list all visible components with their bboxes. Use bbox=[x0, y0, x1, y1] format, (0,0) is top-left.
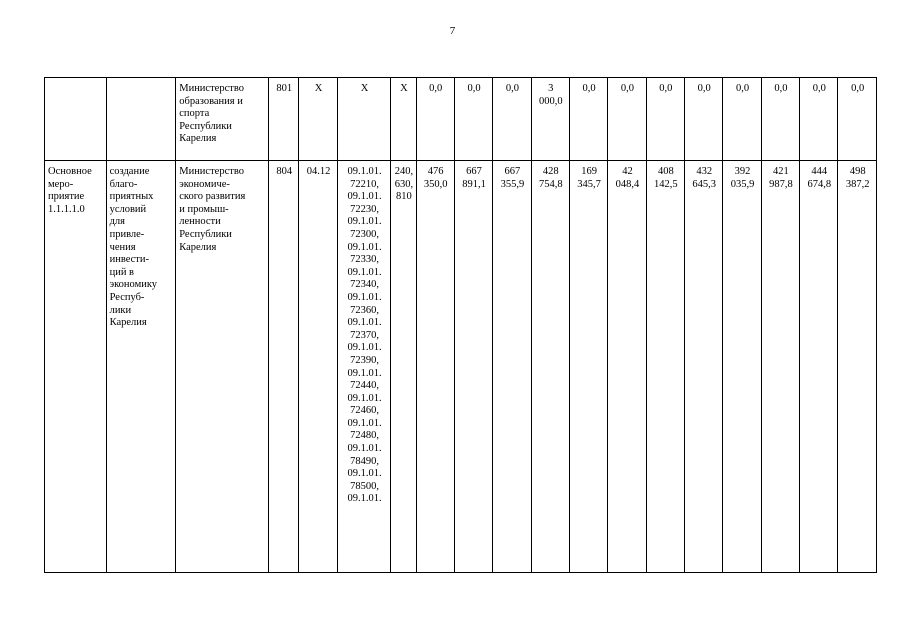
amount-cell-line: 0,0 bbox=[851, 83, 865, 94]
description-cell-line: инвести- bbox=[109, 254, 149, 266]
ministry-cell-line: экономиче- bbox=[179, 178, 230, 190]
description-cell-line: лики bbox=[109, 304, 132, 316]
section-cell: 04.12 bbox=[299, 161, 337, 573]
ministry-cell-line: образования и bbox=[179, 95, 243, 107]
target-article-cell-line: 09.1.01. bbox=[347, 241, 382, 253]
expense-type-cell-line: 810 bbox=[396, 191, 412, 203]
target-article-cell bbox=[337, 78, 391, 161]
category-cell bbox=[45, 161, 107, 573]
amount-cell bbox=[416, 161, 454, 573]
expense-type-cell-line: X bbox=[400, 83, 408, 94]
grbs-code-cell: 804 bbox=[269, 161, 299, 573]
target-article-cell-line: 09.1.01. bbox=[347, 216, 382, 228]
amount-cell bbox=[454, 78, 492, 161]
amount-cell bbox=[569, 161, 607, 573]
amount-cell-line: 169 bbox=[581, 166, 597, 177]
amount-cell bbox=[531, 78, 569, 161]
amount-cell-line: 0,0 bbox=[774, 83, 788, 94]
ministry-cell-line: Министерство bbox=[179, 83, 244, 94]
budget-table bbox=[44, 77, 877, 573]
amount-cell bbox=[493, 78, 531, 161]
target-article-cell-line: 72340, bbox=[350, 279, 379, 291]
ministry-cell bbox=[176, 78, 269, 161]
amount-cell bbox=[761, 78, 799, 161]
target-article-cell-line: 09.1.01. bbox=[347, 166, 382, 177]
amount-cell-line: 345,7 bbox=[577, 178, 601, 190]
target-article-cell-line: X bbox=[360, 83, 369, 94]
amount-cell-line: 444 bbox=[811, 166, 828, 177]
target-article-cell-line: 72480, bbox=[350, 430, 379, 442]
amount-cell bbox=[646, 78, 684, 161]
table-row bbox=[45, 78, 877, 161]
amount-cell-line: 891,1 bbox=[462, 178, 486, 190]
description-cell-line: для bbox=[109, 216, 125, 228]
amount-cell-line: 432 bbox=[696, 166, 713, 177]
page-number: 7 bbox=[449, 25, 456, 37]
ministry-cell-line: Республики bbox=[179, 120, 232, 132]
amount-cell-line: 0,0 bbox=[659, 83, 673, 94]
expense-type-cell bbox=[391, 78, 416, 161]
target-article-cell-line: 72300, bbox=[350, 228, 379, 240]
target-article-cell-line: 72230, bbox=[350, 203, 379, 215]
amount-cell-line: 421 bbox=[773, 166, 789, 177]
amount-cell bbox=[723, 161, 761, 573]
amount-cell-line: 3 bbox=[548, 83, 554, 94]
amount-cell-line: 987,8 bbox=[769, 178, 793, 190]
amount-cell-line: 000,0 bbox=[538, 95, 563, 107]
amount-cell bbox=[416, 78, 454, 161]
amount-cell bbox=[608, 78, 646, 161]
expense-type-cell bbox=[391, 161, 416, 573]
target-article-cell-line: 78490, bbox=[350, 455, 379, 467]
description-cell-line: условий bbox=[109, 203, 147, 215]
target-article-cell-line: 09.1.01. bbox=[347, 392, 382, 404]
description-cell-line: привле- bbox=[109, 228, 145, 240]
amount-cell bbox=[531, 161, 569, 573]
description-cell-line: экономику bbox=[109, 279, 158, 291]
description-cell-line: ций в bbox=[109, 266, 135, 278]
target-article-cell-line: 09.1.01. bbox=[347, 266, 382, 278]
amount-cell-line: 387,2 bbox=[845, 178, 870, 190]
target-article-cell-line: 09.1.01. bbox=[347, 342, 382, 354]
amount-cell-line: 667 bbox=[504, 166, 521, 177]
ministry-cell-line: и промыш- bbox=[179, 203, 229, 215]
amount-cell bbox=[454, 161, 492, 573]
ministry-cell-line: Республики bbox=[179, 228, 232, 240]
target-article-cell-line: 72440, bbox=[350, 380, 379, 392]
amount-cell-line: 0,0 bbox=[620, 83, 635, 94]
target-article-cell-line: 72360, bbox=[350, 304, 379, 316]
amount-cell-line: 498 bbox=[849, 166, 866, 177]
amount-cell bbox=[685, 78, 723, 161]
amount-cell-line: 035,9 bbox=[730, 178, 755, 190]
description-cell bbox=[106, 161, 176, 573]
ministry-cell-line: ского развития bbox=[179, 191, 246, 203]
amount-cell bbox=[646, 161, 684, 573]
amount-cell-line: 667 bbox=[466, 166, 482, 177]
category-cell-line: Основное bbox=[48, 166, 92, 177]
table-row bbox=[45, 161, 877, 573]
amount-cell-line: 408 bbox=[657, 166, 674, 177]
amount-cell-line: 0,0 bbox=[697, 83, 711, 94]
amount-cell bbox=[569, 78, 607, 161]
amount-cell-line: 42 bbox=[622, 166, 633, 177]
amount-cell bbox=[838, 78, 877, 161]
amount-cell-line: 142,5 bbox=[654, 178, 678, 190]
amount-cell-line: 048,4 bbox=[615, 178, 640, 190]
amount-cell-line: 476 bbox=[427, 166, 444, 177]
target-article-cell-line: 72390, bbox=[350, 354, 379, 366]
ministry-cell-line: Карелия bbox=[179, 241, 217, 253]
amount-cell bbox=[608, 161, 646, 573]
target-article-cell-line: 09.1.01. bbox=[347, 317, 382, 329]
description-cell-line: благо- bbox=[109, 178, 138, 190]
amount-cell-line: 674,8 bbox=[807, 178, 832, 190]
amount-cell bbox=[800, 161, 838, 573]
target-article-cell-line: 09.1.01. bbox=[347, 493, 382, 505]
expense-type-cell-line: 630, bbox=[394, 178, 414, 190]
section-cell: X bbox=[299, 78, 337, 161]
amount-cell-line: 392 bbox=[734, 166, 751, 177]
ministry-cell-line: Министерство bbox=[179, 166, 244, 177]
target-article-cell-line: 72460, bbox=[350, 405, 379, 417]
amount-cell bbox=[761, 161, 799, 573]
category-cell-line: меро- bbox=[48, 178, 74, 190]
amount-cell-line: 0,0 bbox=[467, 83, 481, 94]
description-cell bbox=[106, 78, 176, 161]
amount-cell-line: 0,0 bbox=[812, 83, 826, 94]
amount-cell-line: 355,9 bbox=[500, 178, 525, 190]
target-article-cell-line: 09.1.01. bbox=[347, 367, 382, 379]
target-article-cell-line: 09.1.01. bbox=[347, 468, 382, 480]
description-cell-line: приятных bbox=[109, 191, 154, 203]
category-cell bbox=[45, 78, 107, 161]
expense-type-cell-line: 240, bbox=[394, 166, 414, 177]
amount-cell-line: 0,0 bbox=[735, 83, 750, 94]
amount-cell-line: 645,3 bbox=[692, 178, 716, 190]
target-article-cell-line: 09.1.01. bbox=[347, 291, 382, 303]
target-article-cell-line: 09.1.01. bbox=[347, 417, 382, 429]
target-article-cell-line: 78500, bbox=[350, 480, 379, 492]
amount-cell-line: 350,0 bbox=[423, 178, 448, 190]
category-cell-line: приятие bbox=[48, 191, 85, 203]
amount-cell-line: 0,0 bbox=[505, 83, 519, 94]
amount-cell bbox=[800, 78, 838, 161]
grbs-code-cell: 801 bbox=[269, 78, 299, 161]
amount-cell bbox=[838, 161, 877, 573]
amount-cell bbox=[493, 161, 531, 573]
amount-cell-line: 0,0 bbox=[582, 83, 596, 94]
category-cell-line: 1.1.1.1.0 bbox=[48, 203, 85, 215]
ministry-cell-line: Карелия bbox=[179, 133, 217, 145]
ministry-cell-line: спорта bbox=[179, 108, 210, 120]
description-cell-line: Респуб- bbox=[109, 291, 145, 303]
description-cell-line: Карелия bbox=[109, 317, 147, 329]
target-article-cell-line: 09.1.01. bbox=[347, 191, 382, 203]
target-article-cell-line: 09.1.01. bbox=[347, 443, 382, 455]
target-article-cell-line: 72330, bbox=[350, 254, 379, 266]
description-cell-line: создание bbox=[109, 166, 150, 177]
amount-cell bbox=[723, 78, 761, 161]
ministry-cell bbox=[176, 161, 269, 573]
target-article-cell bbox=[337, 161, 391, 573]
amount-cell-line: 754,8 bbox=[538, 178, 563, 190]
target-article-cell-line: 72210, bbox=[350, 178, 379, 190]
amount-cell bbox=[685, 161, 723, 573]
description-cell-line: чения bbox=[109, 241, 136, 253]
amount-cell-line: 0,0 bbox=[429, 83, 443, 94]
target-article-cell-line: 72370, bbox=[350, 329, 379, 341]
amount-cell-line: 428 bbox=[542, 166, 559, 177]
ministry-cell-line: ленности bbox=[179, 216, 221, 228]
